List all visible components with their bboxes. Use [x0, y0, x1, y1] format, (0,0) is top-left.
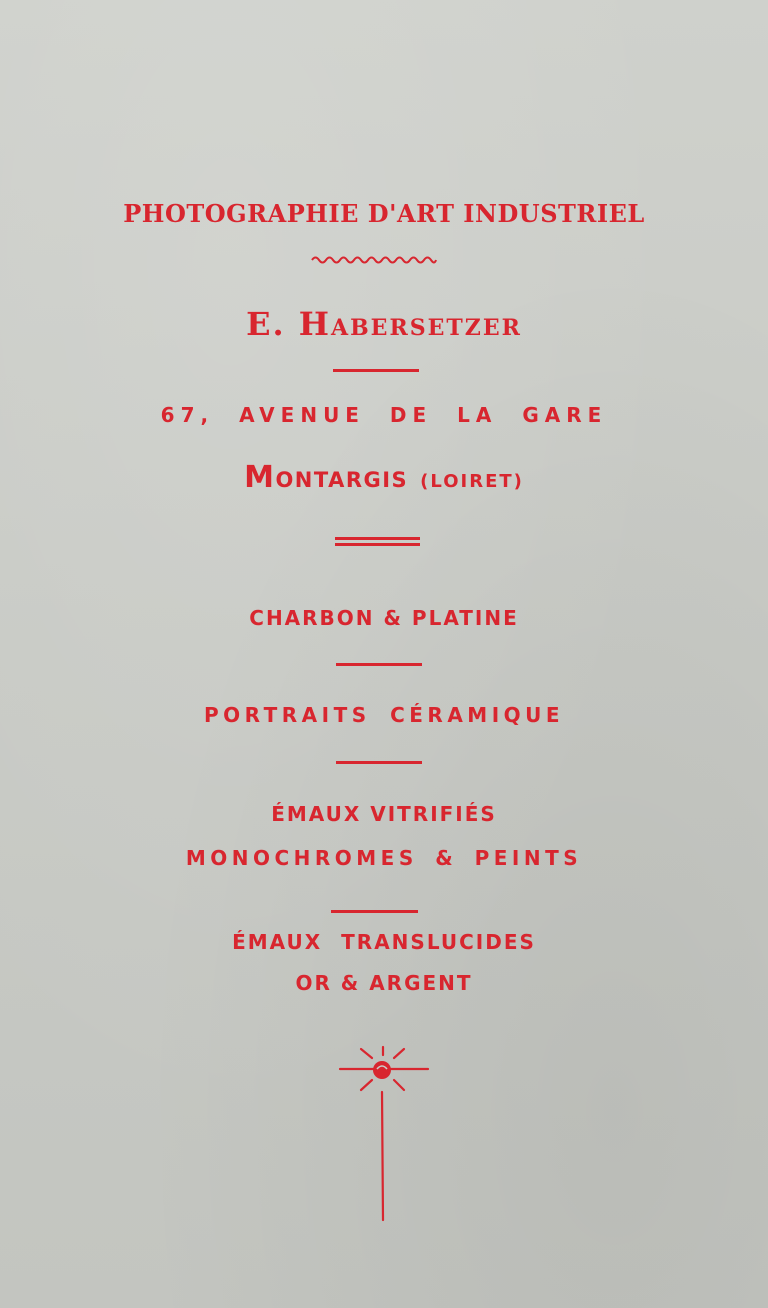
street-address: 67, AVENUE DE LA GARE [160, 403, 608, 427]
service-monochromes-peints: MONOCHROMES & PEINTS [185, 846, 583, 870]
wavy-line-icon [311, 254, 437, 266]
divider-rule [333, 369, 419, 372]
city-line [0, 460, 768, 495]
divider-rule [336, 761, 422, 764]
studio-name: E. Habersetzer [246, 305, 522, 343]
sunburst-icon [334, 1042, 434, 1224]
tagline: PHOTOGRAPHIE D'ART INDUSTRIEL [123, 199, 645, 228]
region-name: (LOIRET) [420, 471, 524, 492]
service-emaux-translucides: ÉMAUX TRANSLUCIDES [232, 930, 536, 954]
service-emaux-vitrifies: ÉMAUX VITRIFIÉS [271, 802, 497, 826]
service-portraits-ceramique: PORTRAITS CÉRAMIQUE [203, 703, 565, 727]
divider-rule [336, 663, 422, 666]
service-charbon-platine: CHARBON & PLATINE [249, 606, 519, 630]
divider-rule [331, 910, 418, 913]
double-divider-rule [335, 537, 420, 546]
city-name: Montargis [244, 460, 409, 495]
service-or-argent: OR & ARGENT [295, 971, 473, 995]
